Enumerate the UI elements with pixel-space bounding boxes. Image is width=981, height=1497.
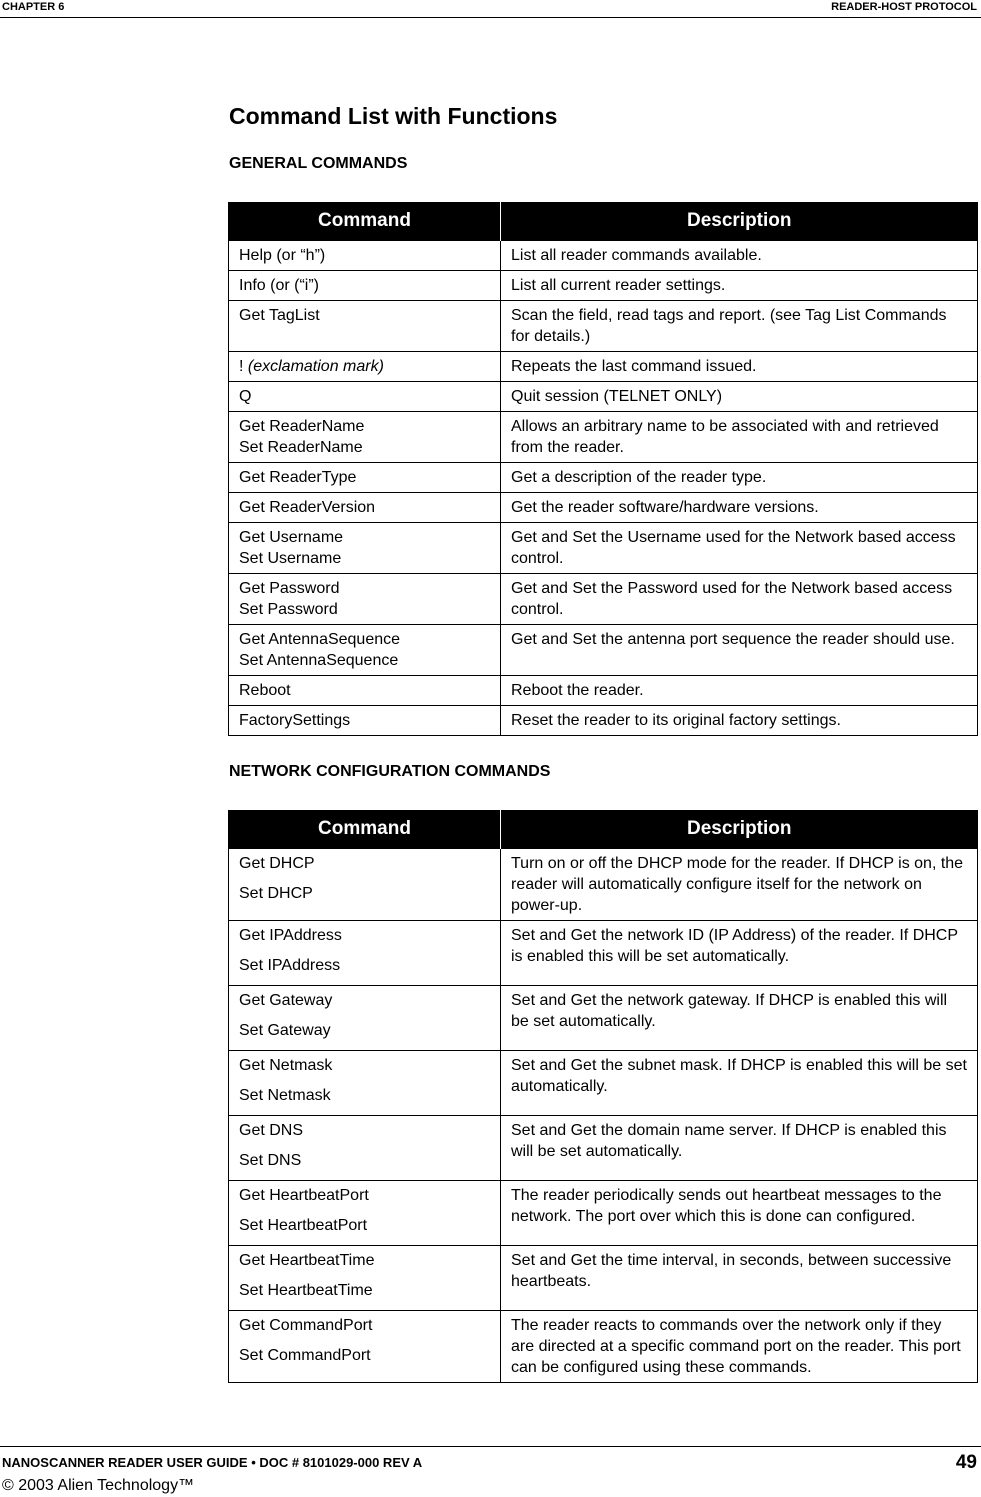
table-row — [229, 1311, 978, 1383]
description-cell: List all reader commands available. — [501, 241, 978, 271]
command-cell — [229, 625, 501, 676]
page-header — [0, 0, 981, 18]
column-header-command: Command — [229, 202, 501, 241]
command-cell — [229, 849, 501, 921]
network-commands-heading: NETWORK CONFIGURATION COMMANDS — [229, 763, 551, 780]
description-cell: The reader periodically sends out heartbeat messages to the network. The port over which this is done can configured. — [501, 1181, 978, 1246]
general-commands-table — [228, 202, 978, 736]
command-name: Set Gateway — [239, 1022, 331, 1039]
description-cell: Set and Get the network gateway. If DHCP is enabled this will be set automatically. — [501, 986, 978, 1051]
table-row — [229, 1116, 978, 1181]
command-name: Set Netmask — [239, 1087, 331, 1104]
command-cell — [229, 412, 501, 463]
table-row — [229, 301, 978, 352]
command-cell — [229, 1181, 501, 1246]
description-cell: Get and Set the antenna port sequence the reader should use. — [501, 625, 978, 676]
command-cell — [229, 1246, 501, 1311]
table-row — [229, 463, 978, 493]
table-header-row — [229, 810, 978, 849]
description-cell: Set and Get the network ID (IP Address) of the reader. If DHCP is enabled this will be set automatically. — [501, 921, 978, 986]
table-row — [229, 1246, 978, 1311]
command-cell — [229, 921, 501, 986]
command-name: Set Password — [239, 601, 338, 618]
command-name: Set DNS — [239, 1152, 302, 1169]
page-number: 49 — [955, 1452, 977, 1473]
description-cell: Set and Get the time interval, in seconds, between successive heartbeats. — [501, 1246, 978, 1311]
table-row — [229, 706, 978, 736]
network-commands-table — [228, 810, 978, 1383]
description-cell: Turn on or off the DHCP mode for the reader. If DHCP is on, the reader will automatically configure itself for the network on power-up. — [501, 849, 978, 921]
command-cell — [229, 352, 501, 382]
command-name: FactorySettings — [239, 712, 351, 729]
description-cell: Scan the field, read tags and report. (see Tag List Commands for details.) — [501, 301, 978, 352]
command-cell — [229, 493, 501, 523]
table-row — [229, 625, 978, 676]
description-cell: Get the reader software/hardware versions. — [501, 493, 978, 523]
general-commands-heading: GENERAL COMMANDS — [229, 155, 408, 172]
command-cell — [229, 241, 501, 271]
command-name: Get CommandPort — [239, 1317, 373, 1334]
description-cell: Allows an arbitrary name to be associated with and retrieved from the reader. — [501, 412, 978, 463]
page-footer — [0, 1446, 981, 1494]
column-header-description: Description — [501, 202, 978, 241]
command-name: Get ReaderVersion — [239, 499, 376, 516]
table-row — [229, 352, 978, 382]
command-cell — [229, 1051, 501, 1116]
table-row — [229, 382, 978, 412]
command-cell — [229, 1311, 501, 1383]
table-row — [229, 241, 978, 271]
command-name: Set ReaderName — [239, 439, 363, 456]
table-row — [229, 1181, 978, 1246]
table-header-row — [229, 202, 978, 241]
table-row — [229, 493, 978, 523]
command-name: Set HeartbeatTime — [239, 1282, 373, 1299]
table-row — [229, 412, 978, 463]
description-cell: Reset the reader to its original factory settings. — [501, 706, 978, 736]
column-header-description: Description — [501, 810, 978, 849]
command-name: Get DHCP — [239, 855, 315, 872]
description-cell: Repeats the last command issued. — [501, 352, 978, 382]
command-name: Get Username — [239, 529, 344, 546]
command-name: Info (or (“i”) — [239, 277, 319, 294]
command-name: Q — [239, 388, 252, 405]
command-name: Set CommandPort — [239, 1347, 371, 1364]
command-name: Get AntennaSequence — [239, 631, 401, 648]
command-cell — [229, 574, 501, 625]
table-row — [229, 849, 978, 921]
description-cell: Get and Set the Password used for the Network based access control. — [501, 574, 978, 625]
command-name: Get ReaderType — [239, 469, 357, 486]
document-id: NANOSCANNER READER USER GUIDE • DOC # 8101029-000 REV A — [2, 1455, 423, 1470]
command-name: Set DHCP — [239, 885, 313, 902]
command-name: Set IPAddress — [239, 957, 341, 974]
command-name: Set AntennaSequence — [239, 652, 399, 669]
command-name: ! (exclamation mark) — [239, 358, 384, 375]
description-cell: Set and Get the domain name server. If DHCP is enabled this will be set automatically. — [501, 1116, 978, 1181]
command-name: Get Gateway — [239, 992, 333, 1009]
chapter-label: CHAPTER 6 — [2, 1, 65, 13]
command-name: Help (or “h”) — [239, 247, 326, 264]
command-name: Get Netmask — [239, 1057, 333, 1074]
command-name: Get DNS — [239, 1122, 304, 1139]
table-row — [229, 574, 978, 625]
copyright: © 2003 Alien Technology™ — [2, 1477, 195, 1494]
table-row — [229, 1051, 978, 1116]
table-row — [229, 676, 978, 706]
description-cell: Quit session (TELNET ONLY) — [501, 382, 978, 412]
command-name: Get HeartbeatPort — [239, 1187, 369, 1204]
command-cell — [229, 301, 501, 352]
command-name: Get ReaderName — [239, 418, 365, 435]
command-cell — [229, 706, 501, 736]
command-cell — [229, 1116, 501, 1181]
command-name: Get IPAddress — [239, 927, 342, 944]
command-name: Get TagList — [239, 307, 320, 324]
command-name: Get Password — [239, 580, 340, 597]
description-cell: Reboot the reader. — [501, 676, 978, 706]
command-name: Reboot — [239, 682, 291, 699]
command-cell — [229, 986, 501, 1051]
description-cell: List all current reader settings. — [501, 271, 978, 301]
description-cell: Get a description of the reader type. — [501, 463, 978, 493]
command-cell — [229, 523, 501, 574]
table-row — [229, 523, 978, 574]
page-title: Command List with Functions — [229, 103, 558, 129]
description-cell: Get and Set the Username used for the Network based access control. — [501, 523, 978, 574]
section-label: READER-HOST PROTOCOL — [831, 1, 977, 13]
table-row — [229, 271, 978, 301]
table-row — [229, 921, 978, 986]
description-cell: Set and Get the subnet mask. If DHCP is enabled this will be set automatically. — [501, 1051, 978, 1116]
command-cell — [229, 382, 501, 412]
command-cell — [229, 676, 501, 706]
description-cell: The reader reacts to commands over the network only if they are directed at a specific command port on the reader. This port can be configured using these commands. — [501, 1311, 978, 1383]
command-cell — [229, 271, 501, 301]
column-header-command: Command — [229, 810, 501, 849]
command-name: Get HeartbeatTime — [239, 1252, 375, 1269]
command-cell — [229, 463, 501, 493]
command-name: Set Username — [239, 550, 342, 567]
table-row — [229, 986, 978, 1051]
command-name: Set HeartbeatPort — [239, 1217, 368, 1234]
